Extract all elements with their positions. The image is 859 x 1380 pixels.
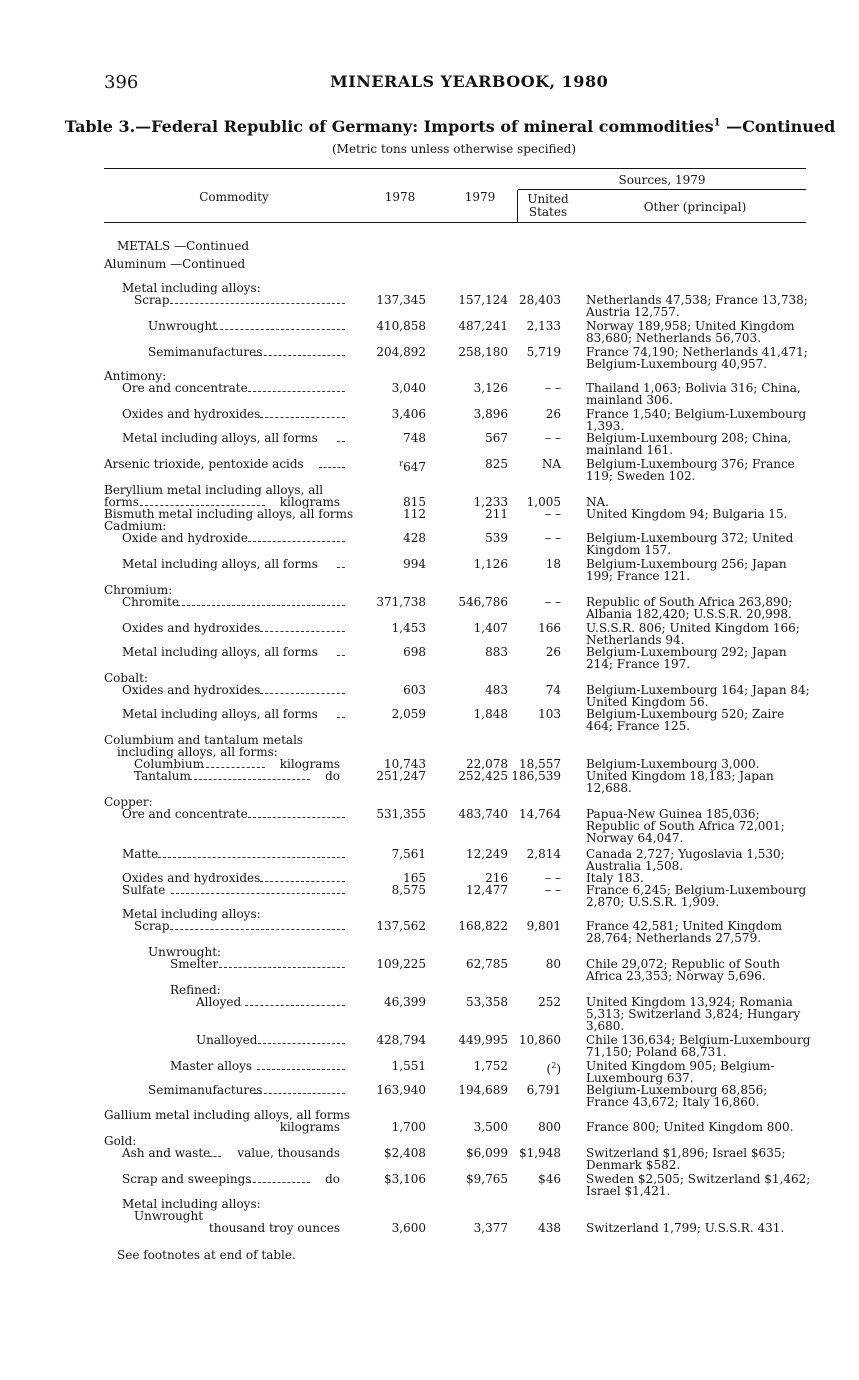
value-1979: 487,241	[458, 319, 508, 333]
value-1978	[403, 646, 426, 658]
row-label: Chromite	[122, 595, 180, 609]
value-other-sources: France 800; United Kingdom 800.	[586, 1120, 794, 1134]
row-label: Semimanufactures	[148, 345, 263, 359]
value-united-states	[545, 532, 561, 544]
value-united-states	[538, 1222, 561, 1234]
value-other-sources: Republic of South Africa 263,890; Albania 182,420; U.S.S.R. 20,998.	[586, 595, 793, 621]
row-label: Oxide and hydroxide	[122, 531, 248, 545]
row-label: Beryllium metal including alloys, all	[104, 483, 324, 497]
leader-dots	[170, 929, 345, 930]
col-header-sources: Sources, 1979	[618, 173, 706, 187]
leader-dots	[254, 1093, 345, 1094]
value-united-states	[527, 346, 561, 358]
table-title-text: Table 3.—Federal Republic of Germany: Imports of mineral commodities	[64, 117, 714, 136]
value-1978	[376, 1084, 426, 1096]
value-united-states	[519, 294, 561, 306]
header-top-rule	[104, 168, 806, 169]
us-text: – –	[545, 883, 561, 897]
revised-mark: r	[399, 459, 404, 468]
value-other-sources: NA.	[586, 495, 609, 509]
value-1979: 216	[485, 871, 508, 885]
row-label: Cobalt:	[104, 671, 148, 685]
value-1978-text: 251,247	[376, 769, 426, 783]
value-1978-text: 371,738	[376, 595, 426, 609]
row-label: Bismuth metal including alloys, all forms	[104, 507, 354, 521]
value-1979: 567	[485, 431, 508, 445]
row-label: METALS —Continued	[117, 239, 250, 253]
leader-dots	[158, 857, 345, 858]
value-other-sources: Italy 183.	[586, 871, 644, 885]
us-text: 1,005	[526, 495, 561, 509]
value-1978-text: 137,562	[376, 919, 426, 933]
col-header-1979: 1979	[464, 190, 496, 204]
us-text: 166	[538, 621, 561, 635]
us-text: – –	[545, 507, 561, 521]
us-footnote-mark: 2	[551, 1061, 557, 1070]
value-1978-text: 3,040	[391, 381, 426, 395]
value-united-states	[545, 884, 561, 896]
table-subtitle: (Metric tons unless otherwise specified)	[331, 142, 577, 156]
value-united-states	[545, 508, 561, 520]
us-text: 26	[545, 645, 561, 659]
leader-dots	[337, 567, 345, 568]
row-label: Alloyed	[196, 995, 242, 1009]
value-1978-text: 1,453	[391, 621, 426, 635]
value-other-sources: France 1,540; Belgium-Luxembourg 1,393.	[586, 407, 807, 433]
value-1978	[376, 958, 426, 970]
leader-dots	[257, 1069, 345, 1070]
row-unit: thousand troy ounces	[208, 1221, 340, 1235]
value-other-sources: Switzerland 1,799; U.S.S.R. 431.	[586, 1221, 785, 1235]
value-other-sources: Papua-New Guinea 185,036; Republic of South Africa 72,001; Norway 64,047.	[586, 807, 785, 845]
value-united-states	[545, 596, 561, 608]
value-united-states	[546, 408, 561, 420]
row-label: Metal including alloys:	[122, 1197, 261, 1211]
row-label: Gallium metal including alloys, all forms	[104, 1108, 351, 1122]
row-label: Aluminum —Continued	[104, 257, 246, 271]
leader-dots	[337, 717, 345, 718]
value-1978-text: 603	[403, 683, 426, 697]
row-label: Metal including alloys, all forms	[122, 431, 318, 445]
us-text: 252	[538, 995, 561, 1009]
value-other-sources: Netherlands 47,538; France 13,738; Austria 12,757.	[586, 293, 808, 319]
us-text: – –	[545, 871, 561, 885]
col-header-commodity: Commodity	[199, 190, 269, 204]
us-text: – –	[545, 595, 561, 609]
value-1978	[384, 1173, 426, 1185]
value-1979: 449,995	[458, 1033, 508, 1047]
value-1979: 157,124	[458, 293, 508, 307]
row-label: Scrap	[134, 293, 170, 307]
leader-dots	[248, 541, 345, 542]
page-number: 396	[104, 72, 139, 93]
table-title	[0, 117, 859, 136]
value-1979: 1,752	[473, 1059, 508, 1073]
value-other-sources: Belgium-Luxembourg 372; United Kingdom 157.	[586, 531, 794, 557]
value-1978-text: 8,575	[391, 883, 426, 897]
value-united-states	[519, 808, 561, 820]
us-text: $46	[538, 1172, 561, 1186]
value-1979: 12,249	[466, 847, 508, 861]
value-1979: 546,786	[458, 595, 508, 609]
us-text: 2,133	[526, 319, 561, 333]
leader-dots	[140, 505, 265, 506]
col-header-united-states: United States	[527, 192, 569, 219]
value-1978	[392, 622, 426, 634]
running-head: MINERALS YEARBOOK, 1980	[330, 72, 609, 91]
value-1979: 62,785	[466, 957, 508, 971]
value-other-sources: Belgium-Luxembourg 520; Zaire 464; France 125.	[586, 707, 785, 733]
us-text: – –	[545, 431, 561, 445]
value-united-states	[527, 920, 561, 932]
row-label: Tantalum	[134, 769, 191, 783]
value-1978	[403, 532, 426, 544]
header-bottom-rule	[104, 222, 806, 223]
value-1978-text: 815	[403, 495, 426, 509]
value-1978-text: 428	[403, 531, 426, 545]
row-label: Gold:	[104, 1134, 137, 1148]
us-text: NA	[541, 457, 561, 471]
row-unit: kilograms	[279, 495, 340, 509]
value-1978	[403, 432, 426, 444]
value-united-states	[538, 708, 561, 720]
value-other-sources: Belgium-Luxembourg 208; China, mainland 161.	[586, 431, 792, 457]
value-1978	[403, 558, 426, 570]
row-label: Oxides and hydroxides	[122, 621, 261, 635]
value-1979: 1,407	[473, 621, 508, 635]
row-label: Refined:	[170, 983, 221, 997]
value-1979: $9,765	[466, 1172, 508, 1186]
value-1978-text: 531,355	[376, 807, 426, 821]
col-header-other: Other (principal)	[643, 200, 747, 214]
value-1978	[392, 408, 426, 420]
value-1978	[403, 508, 426, 520]
row-label: Master alloys	[170, 1059, 253, 1073]
value-united-states	[527, 320, 561, 332]
value-1978-text: $3,106	[384, 1172, 426, 1186]
value-1978-text: 748	[403, 431, 426, 445]
value-1978	[376, 808, 426, 820]
value-1978-text: 2,059	[391, 707, 426, 721]
row-unit: kilograms	[279, 1120, 340, 1134]
value-1978-text: 165	[403, 871, 426, 885]
us-text: – –	[545, 381, 561, 395]
us-text: 800	[538, 1120, 561, 1134]
value-other-sources: Sweden $2,505; Switzerland $1,462; Israel $1,421.	[586, 1172, 811, 1198]
leader-dots	[337, 441, 345, 442]
value-other-sources: Belgium-Luxembourg 68,856; France 43,672; Italy 16,860.	[586, 1083, 768, 1109]
value-united-states	[538, 1121, 561, 1133]
row-label: Scrap and sweepings	[122, 1172, 252, 1186]
value-other-sources: U.S.S.R. 806; United Kingdom 166; Netherlands 94.	[586, 621, 800, 647]
value-1979: 825	[485, 457, 508, 471]
value-1978	[376, 1034, 426, 1046]
value-1978-text: 3,600	[391, 1221, 426, 1235]
us-text: – –	[545, 531, 561, 545]
row-label: Scrap	[134, 919, 170, 933]
leader-dots	[254, 355, 345, 356]
value-other-sources: United Kingdom 905; Belgium-Luxembourg 637.	[586, 1059, 775, 1085]
value-1979: 258,180	[458, 345, 508, 359]
value-united-states	[538, 622, 561, 634]
value-1978	[392, 848, 426, 860]
row-label: Ore and concentrate	[122, 807, 248, 821]
leader-dots	[196, 767, 266, 768]
table-footnote: See footnotes at end of table.	[117, 1248, 296, 1262]
value-1979: 211	[485, 507, 508, 521]
row-label: Chromium:	[104, 583, 173, 597]
value-other-sources: Switzerland $1,896; Israel $635; Denmark $582.	[586, 1146, 786, 1172]
value-1978-text: 204,892	[376, 345, 426, 359]
value-1979: 3,126	[473, 381, 508, 395]
value-1978-text: 647	[403, 460, 426, 474]
value-1978	[399, 458, 426, 473]
value-1978	[392, 884, 426, 896]
value-1978-text: 1,551	[391, 1059, 426, 1073]
value-united-states	[527, 848, 561, 860]
row-label: Oxides and hydroxides	[122, 407, 261, 421]
value-united-states	[519, 1147, 561, 1159]
leader-dots	[245, 1005, 345, 1006]
row-label: Smelter	[170, 957, 219, 971]
value-other-sources: France 6,245; Belgium-Luxembourg 2,870; U.S.S.R. 1,909.	[586, 883, 807, 909]
title-suffix: —Continued	[720, 117, 836, 136]
row-label: Unalloyed	[196, 1033, 258, 1047]
value-united-states	[546, 646, 561, 658]
us-text: $1,948	[519, 1146, 561, 1160]
leader-dots	[210, 329, 345, 330]
row-label: Unwrought:	[148, 945, 222, 959]
value-other-sources: Canada 2,727; Yugoslavia 1,530; Australia 1,508.	[586, 847, 785, 873]
us-text: 9,801	[526, 919, 561, 933]
value-1979: 539	[485, 531, 508, 545]
value-united-states	[546, 684, 561, 696]
value-1978-text: 163,940	[376, 1083, 426, 1097]
row-label: Matte	[122, 847, 159, 861]
value-1978	[376, 596, 426, 608]
value-other-sources: France 74,190; Netherlands 41,471; Belgium-Luxembourg 40,957.	[586, 345, 808, 371]
us-text: 103	[538, 707, 561, 721]
value-1978-text: 3,406	[391, 407, 426, 421]
row-label: Metal including alloys, all forms	[122, 557, 318, 571]
us-text: 438	[538, 1221, 561, 1235]
us-text: 26	[545, 407, 561, 421]
row-label: Cadmium:	[104, 519, 167, 533]
row-label: Metal including alloys, all forms	[122, 645, 318, 659]
leader-dots	[248, 817, 345, 818]
value-1978	[376, 920, 426, 932]
us-text: 10,860	[519, 1033, 561, 1047]
us-text: 18,557	[519, 757, 561, 771]
us-text: 80	[545, 957, 561, 971]
value-1978-text: $2,408	[384, 1146, 426, 1160]
value-united-states	[538, 996, 561, 1008]
row-label: Metal including alloys, all forms	[122, 707, 318, 721]
value-1979: 883	[485, 645, 508, 659]
value-united-states	[511, 770, 561, 782]
value-1979: $6,099	[466, 1146, 508, 1160]
us-text: 5,719	[526, 345, 561, 359]
value-1979: 168,822	[458, 919, 508, 933]
value-1979: 483	[485, 683, 508, 697]
value-1978-text: 410,858	[376, 319, 426, 333]
leader-dots	[258, 1043, 345, 1044]
row-label: Oxides and hydroxides	[122, 871, 261, 885]
us-text: 74	[545, 683, 561, 697]
row-unit: kilograms	[279, 757, 340, 771]
row-label: Arsenic trioxide, pentoxide acids	[104, 457, 304, 471]
us-text: 18	[545, 557, 561, 571]
value-1978	[376, 346, 426, 358]
value-1978	[376, 320, 426, 332]
value-other-sources: Chile 136,634; Belgium-Luxembourg 71,150; Poland 68,731.	[586, 1033, 811, 1059]
row-label: Oxides and hydroxides	[122, 683, 261, 697]
value-1978	[392, 1060, 426, 1072]
value-other-sources: United Kingdom 94; Bulgaria 15.	[586, 507, 788, 521]
value-1978-text: 109,225	[376, 957, 426, 971]
value-other-sources: Belgium-Luxembourg 376; France 119; Sweden 102.	[586, 457, 795, 483]
leader-dots	[260, 417, 345, 418]
value-1978-text: 698	[403, 645, 426, 659]
title-footnote-mark: 1	[713, 117, 721, 129]
value-1978	[392, 708, 426, 720]
value-other-sources: Belgium-Luxembourg 164; Japan 84; United Kingdom 56.	[586, 683, 810, 709]
row-label: Metal including alloys:	[122, 907, 261, 921]
value-united-states	[538, 1173, 561, 1185]
value-1978-text: 7,561	[391, 847, 426, 861]
leader-dots	[209, 1156, 220, 1157]
value-united-states	[519, 1034, 561, 1046]
value-united-states	[546, 958, 561, 970]
row-label: Metal including alloys:	[122, 281, 261, 295]
us-text: 28,403	[519, 293, 561, 307]
value-other-sources: France 42,581; United Kingdom 28,764; Netherlands 27,579.	[586, 919, 783, 945]
value-united-states	[546, 558, 561, 570]
row-label: Semimanufactures	[148, 1083, 263, 1097]
value-united-states	[545, 382, 561, 394]
value-1978	[392, 382, 426, 394]
sources-divider	[517, 190, 518, 222]
leader-dots	[337, 655, 345, 656]
row-unit: value, thousands	[237, 1146, 340, 1160]
value-united-states	[542, 458, 561, 470]
value-1978	[392, 1121, 426, 1133]
row-label: Antimony:	[104, 369, 167, 383]
value-1978-text: 428,794	[376, 1033, 426, 1047]
us-text: 186,539	[511, 769, 561, 783]
leader-dots	[260, 631, 345, 632]
row-unit: do	[325, 1172, 340, 1186]
leader-dots	[189, 779, 310, 780]
value-1978	[384, 996, 426, 1008]
row-label: Unwrought	[148, 319, 218, 333]
value-other-sources: Belgium-Luxembourg 256; Japan 199; France 121.	[586, 557, 787, 583]
col-header-1978: 1978	[384, 190, 416, 204]
value-other-sources: United Kingdom 13,924; Romania 5,313; Switzerland 3,824; Hungary 3,680.	[586, 995, 801, 1033]
row-label: Columbium and tantalum metals	[104, 733, 304, 747]
leader-dots	[171, 893, 345, 894]
leader-dots	[260, 693, 345, 694]
us-text: (	[546, 1062, 552, 1076]
row-label: Columbium	[134, 757, 204, 771]
value-united-states	[545, 432, 561, 444]
value-1979: 1,126	[473, 557, 508, 571]
us-suffix: )	[556, 1062, 561, 1076]
value-1979: 53,358	[466, 995, 508, 1009]
value-1978	[376, 294, 426, 306]
value-other-sources: Chile 29,072; Republic of South Africa 23,353; Norway 5,696.	[586, 957, 780, 983]
value-1979: 1,233	[473, 495, 508, 509]
row-unit: do	[325, 769, 340, 783]
value-other-sources: Belgium-Luxembourg 292; Japan 214; France 197.	[586, 645, 787, 671]
leader-dots	[248, 391, 345, 392]
value-1979: 1,848	[473, 707, 508, 721]
value-1978-text: 994	[403, 557, 426, 571]
leader-dots	[219, 967, 345, 968]
value-1979: 3,896	[473, 407, 508, 421]
value-1978	[376, 770, 426, 782]
value-1979: 12,477	[466, 883, 508, 897]
value-1978-text: 112	[403, 507, 426, 521]
leader-dots	[260, 881, 345, 882]
value-united-states	[547, 1060, 561, 1075]
sources-rule	[518, 189, 806, 190]
row-label: Ash and waste	[122, 1146, 211, 1160]
value-1979: 194,689	[458, 1083, 508, 1097]
row-label: including alloys, all forms:	[117, 745, 278, 759]
value-1978	[403, 684, 426, 696]
row-label: Unwrought	[134, 1209, 204, 1223]
value-1978-text: 10,743	[384, 757, 426, 771]
row-label: Copper:	[104, 795, 153, 809]
value-other-sources: Belgium-Luxembourg 3,000.	[586, 757, 760, 771]
us-text: 2,814	[526, 847, 561, 861]
leader-dots	[177, 605, 345, 606]
value-1979: 252,425	[458, 769, 508, 783]
leader-dots	[170, 303, 345, 304]
value-other-sources: Thailand 1,063; Bolivia 316; China, mainland 306.	[586, 381, 801, 407]
value-1979: 3,377	[473, 1221, 508, 1235]
value-1978-text: 1,700	[391, 1120, 426, 1134]
leader-dots	[248, 1182, 311, 1183]
value-1978-text: 137,345	[376, 293, 426, 307]
value-united-states	[527, 1084, 561, 1096]
value-1979: 22,078	[466, 757, 508, 771]
row-label: Ore and concentrate	[122, 381, 248, 395]
row-label: Sulfate	[122, 883, 166, 897]
value-other-sources: Norway 189,958; United Kingdom 83,680; Netherlands 56,703.	[586, 319, 795, 345]
leader-dots	[319, 467, 345, 468]
us-text: 14,764	[519, 807, 561, 821]
value-1979: 483,740	[458, 807, 508, 821]
value-1978	[384, 1147, 426, 1159]
value-1978-text: 46,399	[384, 995, 426, 1009]
us-text: 6,791	[526, 1083, 561, 1097]
value-other-sources: United Kingdom 18,183; Japan 12,688.	[586, 769, 774, 795]
value-1978	[392, 1222, 426, 1234]
value-1979: 3,500	[473, 1120, 508, 1134]
row-label: forms	[104, 495, 139, 509]
